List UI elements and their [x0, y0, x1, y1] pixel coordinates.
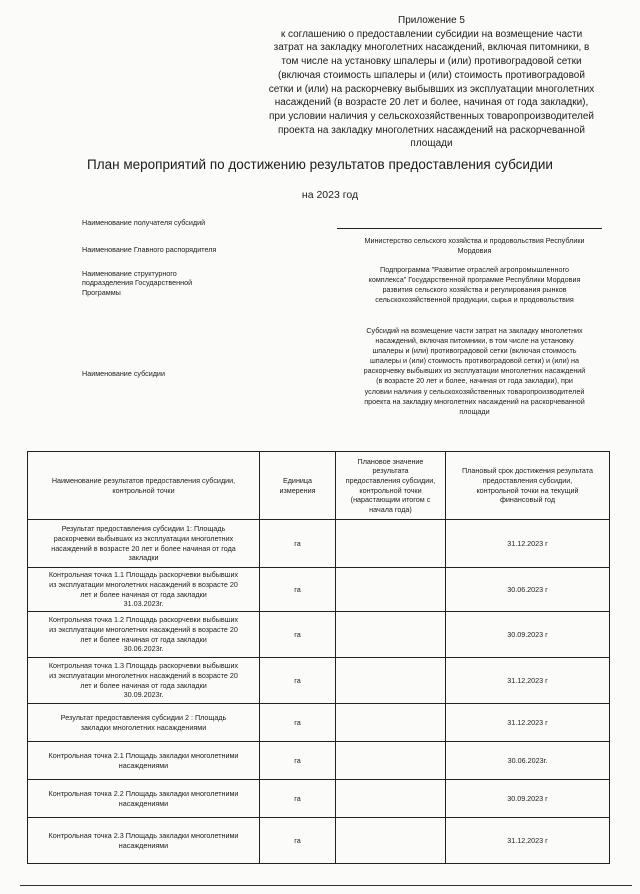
row-name-cell	[28, 612, 260, 658]
structural-unit-label-line: Наименование структурного	[82, 269, 177, 278]
structural-unit-value-line: развития сельского хозяйства и регулирования рынков	[382, 285, 567, 295]
row-name-line: насаждениями	[118, 798, 169, 808]
row-name-cell	[28, 568, 260, 612]
main-distributor-value	[337, 236, 612, 256]
appendix-line: при условии наличия у сельскохозяйственных товаропроизводителей	[268, 110, 595, 122]
header-planned-line: предоставления субсидии,	[345, 475, 436, 485]
row-name-line: Результат предоставления субсидии 1: Площадь	[61, 524, 226, 534]
main-distributor-value-line: Мордовия	[457, 246, 492, 256]
row-deadline-cell: 31.12.2023 г	[446, 704, 610, 742]
row-deadline-cell: 30.06.2023г.	[446, 742, 610, 780]
table-row	[28, 658, 610, 704]
table-row	[28, 780, 610, 818]
document-year: на 2023 год	[301, 189, 359, 201]
header-name-line: контрольной точки	[112, 485, 175, 495]
header-planned-line: контрольной точки	[359, 485, 422, 495]
appendix-line: Приложение 5	[398, 15, 465, 26]
document-title: План мероприятий по достижению результатов предоставления субсидии	[87, 157, 553, 172]
row-unit-cell: га	[260, 612, 336, 658]
structural-unit-value-line: Подпрограмма "Развитие отраслей агропромышленного	[380, 265, 569, 274]
row-unit-cell: га	[260, 780, 336, 818]
appendix-line: затрат на закладку многолетних насаждений, включая питомники, в	[273, 42, 590, 54]
row-deadline-cell: 31.12.2023 г	[446, 658, 610, 704]
table-row	[28, 568, 610, 612]
recipient-label: Наименование получателя субсидий	[82, 218, 206, 227]
appendix-line: проекта на закладку многолетних насаждений на раскорчеванной	[278, 124, 585, 136]
header-deadline-line: Плановый срок достижения результата	[462, 466, 593, 476]
row-name-cell	[28, 742, 260, 780]
row-name-cell	[28, 818, 260, 864]
header-unit-line: Единица	[282, 475, 313, 485]
header-deadline-line: предоставления субсидии,	[482, 475, 573, 485]
row-name-line: Контрольная точка 1.1 Площадь раскорчевки выбывших	[48, 570, 239, 580]
row-unit-cell: га	[260, 658, 336, 704]
row-deadline-cell: 30.09.2023 г	[446, 780, 610, 818]
row-deadline-cell: 31.12.2023 г	[446, 520, 610, 568]
row-name-line: 30.06.2023г.	[123, 644, 164, 654]
row-planned-cell	[336, 520, 446, 568]
row-planned-cell	[336, 818, 446, 864]
row-name-line: из эксплуатации многолетних насаждений в возрасте 20	[49, 579, 238, 589]
row-name-line: закладки многолетних насаждениями	[80, 722, 207, 732]
row-name-line: 31.03.2023г.	[123, 599, 164, 609]
row-name-line: насаждениями	[118, 840, 169, 850]
table-row	[28, 818, 610, 864]
header-planned-line: результата	[372, 466, 409, 476]
subsidy-value-line: Субсидий на возмещение части затрат на закладку многолетних	[366, 326, 583, 335]
header-planned	[336, 452, 446, 520]
appendix-line: (включая стоимость шпалеры и (или) стоимость противоградовой	[278, 69, 585, 81]
row-planned-cell	[336, 568, 446, 612]
row-name-line: лет и более начиная от года закладки	[80, 589, 207, 599]
header-planned-line: Плановое значение	[357, 456, 424, 466]
table-row	[28, 612, 610, 658]
recipient-value-line	[337, 228, 602, 229]
subsidy-value-line: шпалеры и (или) противоградовой сетки (включая стоимость	[372, 346, 577, 356]
row-name-cell	[28, 780, 260, 818]
row-name-line: Контрольная точка 1.2 Площадь раскорчевки выбывших	[48, 615, 239, 625]
row-name-line: закладки	[128, 553, 159, 563]
subsidy-value-line: шпалеры и (или) стоимость противоградовой сетки) и (или) на	[370, 356, 579, 366]
row-name-line: Контрольная точка 2.2 Площадь закладки многолетними	[48, 788, 239, 798]
appendix-line: площади	[410, 138, 453, 150]
appendix-header	[254, 14, 609, 151]
appendix-line: насаждений (в возрасте 20 лет и более, начиная от года закладки),	[274, 97, 589, 109]
subsidy-value-line: проекта на закладку многолетних насаждений на раскорчеванной	[364, 396, 585, 406]
structural-unit-label	[82, 269, 192, 297]
row-unit-cell: га	[260, 568, 336, 612]
row-name-line: лет и более начиная от года закладки	[80, 680, 207, 690]
subsidy-value-line: раскорчевку выбывших из эксплуатации многолетних насаждений	[363, 366, 586, 376]
row-planned-cell	[336, 742, 446, 780]
row-name-line: насаждениями	[118, 760, 169, 770]
row-deadline-cell: 31.12.2023 г	[446, 818, 610, 864]
main-distributor-value-line: Министерство сельского хозяйства и продовольствия Республики	[364, 236, 585, 245]
table-row	[28, 704, 610, 742]
appendix-line: том числе на установку шпалеры и (или) противоградовой сетки	[281, 56, 582, 68]
row-unit-cell: га	[260, 742, 336, 780]
structural-unit-label-line: Программы	[82, 287, 121, 297]
row-deadline-cell: 30.09.2023 г	[446, 612, 610, 658]
header-deadline-line: финансовый год	[499, 495, 556, 505]
header-planned-line: начала года)	[369, 504, 412, 514]
row-deadline-cell: 30.06.2023 г	[446, 568, 610, 612]
row-name-line: Результат предоставления субсидии 2 : Площадь	[60, 712, 227, 722]
subsidy-value-line: площади	[459, 406, 490, 416]
table-header-row	[28, 452, 610, 520]
row-name-cell	[28, 520, 260, 568]
header-name	[28, 452, 260, 520]
row-planned-cell	[336, 704, 446, 742]
header-unit	[260, 452, 336, 520]
row-name-line: раскорчевки выбывших из эксплуатации многолетних	[53, 533, 234, 543]
row-name-line: лет и более начиная от года закладки	[80, 634, 207, 644]
subsidy-value-line: насаждений, включая питомники, в том числе на установку	[375, 336, 574, 346]
appendix-line: к соглашению о предоставлении субсидии на возмещение части	[280, 28, 583, 40]
table-row	[28, 520, 610, 568]
header-deadline-line: контрольной точки на текущий	[476, 485, 579, 495]
row-name-line: из эксплуатации многолетних насаждений в возрасте 20	[49, 670, 238, 680]
header-name-line: Наименование результатов предоставления субсидии,	[51, 475, 236, 485]
subsidy-value-line: (в возрасте 20 лет и более, начиная от года закладки), при	[376, 376, 573, 386]
structural-unit-value-line: сельскохозяйственной продукции, сырья и продовольствия	[375, 295, 574, 305]
subsidy-value	[337, 326, 612, 417]
table-row	[28, 742, 610, 780]
row-name-line: Контрольная точка 2.3 Площадь закладки многолетними	[48, 830, 239, 840]
row-unit-cell: га	[260, 520, 336, 568]
header-unit-line: измерения	[279, 485, 316, 495]
row-name-cell	[28, 704, 260, 742]
subsidy-value-line: условии наличия у сельскохозяйственных товаропроизводителей	[364, 386, 585, 396]
row-name-line: Контрольная точка 1.3 Площадь раскорчевки выбывших	[48, 661, 239, 671]
row-name-line: 30.09.2023г.	[123, 690, 164, 700]
row-planned-cell	[336, 612, 446, 658]
row-unit-cell: га	[260, 704, 336, 742]
plan-table	[27, 451, 610, 864]
appendix-line: сетки и (или) на раскорчевку выбывших из эксплуатации многолетних	[268, 83, 595, 95]
header-planned-line: (нарастающим итогом с	[350, 495, 431, 505]
row-planned-cell	[336, 780, 446, 818]
row-name-line: из эксплуатации многолетних насаждений в возрасте 20	[49, 624, 238, 634]
row-name-line: Контрольная точка 2.1 Площадь закладки многолетними	[48, 750, 239, 760]
page-bottom-divider	[20, 885, 632, 886]
row-planned-cell	[336, 658, 446, 704]
main-distributor-label: Наименование Главного распорядителя	[82, 245, 217, 254]
row-unit-cell: га	[260, 818, 336, 864]
structural-unit-label-line: подразделения Государственной	[82, 278, 193, 288]
subsidy-label: Наименование субсидии	[82, 369, 165, 378]
row-name-cell	[28, 658, 260, 704]
structural-unit-value	[337, 265, 612, 305]
row-name-line: насаждений в возрасте 20 лет и более начиная от года	[51, 543, 236, 553]
header-deadline	[446, 452, 610, 520]
structural-unit-value-line: комплекса" Государственной программе Республики Мордовия	[368, 275, 581, 285]
